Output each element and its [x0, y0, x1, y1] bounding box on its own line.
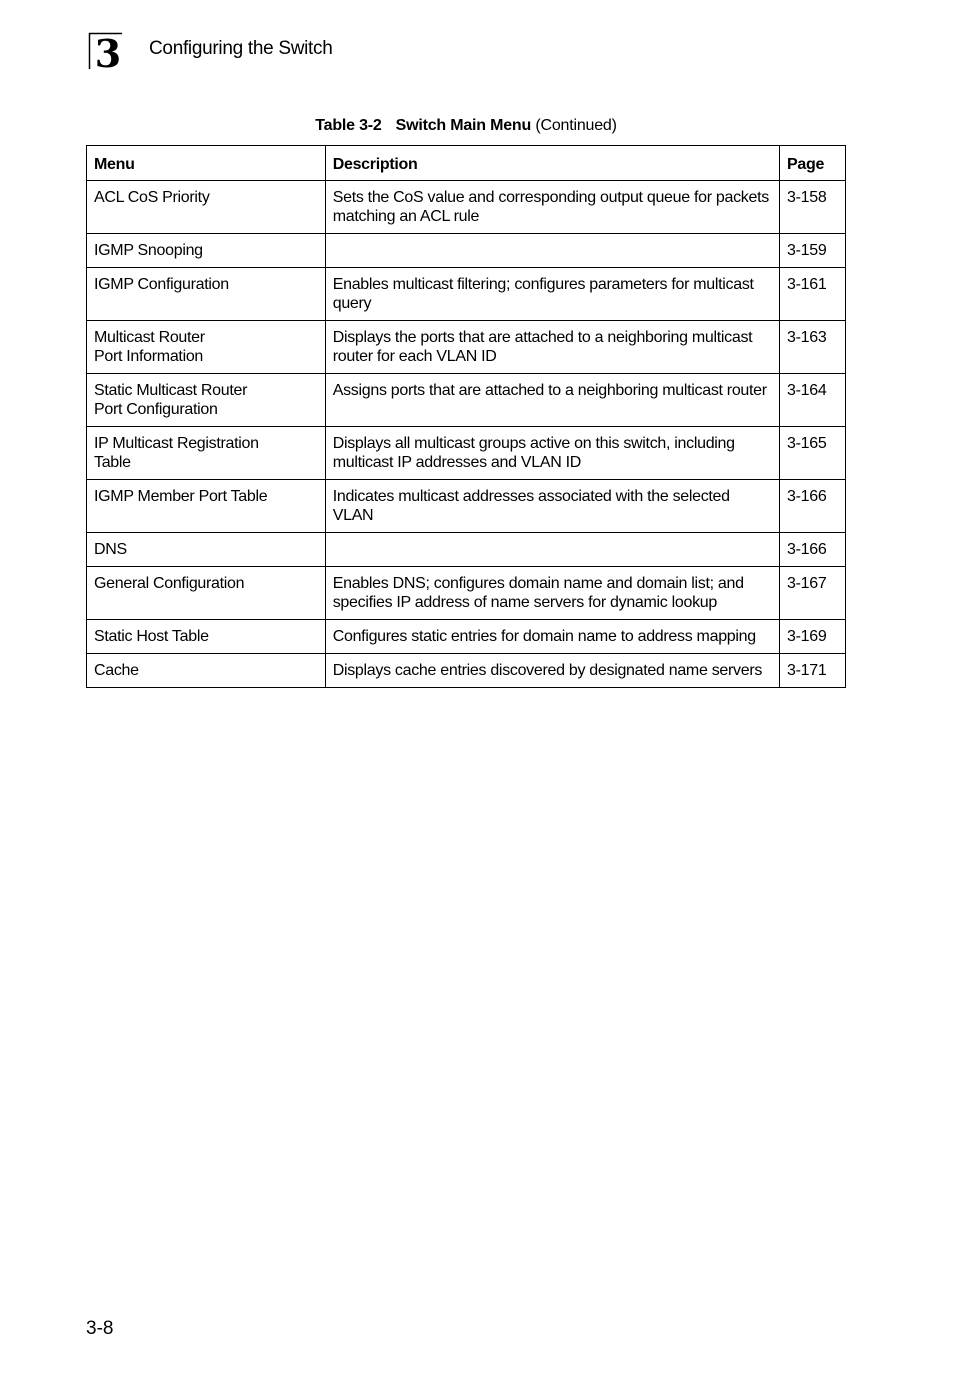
- menu-cell: [87, 654, 326, 688]
- table-row: [87, 268, 846, 321]
- menu-label: Table: [94, 454, 131, 471]
- column-header-description: Description: [325, 146, 779, 181]
- menu-label: Port Information: [94, 348, 204, 365]
- menu-label: Cache: [94, 662, 139, 679]
- page-number: 3-8: [86, 1318, 114, 1339]
- menu-label: Static Multicast Router: [94, 382, 248, 399]
- description-cell: [325, 234, 779, 268]
- menu-label: IGMP Configuration: [94, 276, 229, 293]
- page-cell: 3-169: [780, 620, 846, 654]
- description-cell: Enables DNS; configures domain name and domain list; and specifies IP address of name servers for dynamic lookup: [325, 567, 779, 620]
- table-row: [87, 533, 846, 567]
- menu-label: Multicast Router: [94, 329, 205, 346]
- menu-cell: [87, 268, 326, 321]
- menu-cell: [87, 181, 326, 234]
- table-row: [87, 620, 846, 654]
- table-number: Table 3-2: [315, 117, 382, 134]
- page-cell: 3-163: [780, 321, 846, 374]
- chapter-number-badge: [88, 32, 128, 70]
- table-caption: [86, 117, 846, 135]
- description-cell: Displays all multicast groups active on this switch, including multicast IP addresses and VLAN ID: [325, 427, 779, 480]
- menu-label: IP Multicast Registration: [94, 435, 259, 452]
- menu-label: IGMP Snooping: [94, 242, 203, 259]
- menu-cell: [87, 480, 326, 533]
- running-head: Configuring the Switch: [149, 38, 333, 59]
- table-row: [87, 654, 846, 688]
- table-row: [87, 181, 846, 234]
- description-cell: Enables multicast filtering; configures parameters for multicast query: [325, 268, 779, 321]
- menu-label: DNS: [94, 541, 127, 558]
- column-header-menu: Menu: [87, 146, 326, 181]
- table-row: [87, 480, 846, 533]
- page-cell: 3-159: [780, 234, 846, 268]
- menu-cell: [87, 620, 326, 654]
- menu-cell: [87, 533, 326, 567]
- description-cell: Displays cache entries discovered by designated name servers: [325, 654, 779, 688]
- menu-label: Static Host Table: [94, 628, 209, 645]
- description-cell: Indicates multicast addresses associated with the selected VLAN: [325, 480, 779, 533]
- menu-cell: [87, 427, 326, 480]
- page-cell: 3-171: [780, 654, 846, 688]
- table-row: [87, 567, 846, 620]
- menu-label: Port Configuration: [94, 401, 218, 418]
- description-cell: Assigns ports that are attached to a neighboring multicast router: [325, 374, 779, 427]
- description-cell: Sets the CoS value and corresponding output queue for packets matching an ACL rule: [325, 181, 779, 234]
- menu-cell: [87, 567, 326, 620]
- switch-main-menu-table: [86, 145, 846, 688]
- table-row: [87, 374, 846, 427]
- menu-cell: [87, 374, 326, 427]
- table-caption-suffix: (Continued): [535, 117, 617, 134]
- table-body: [87, 181, 846, 688]
- table-row: [87, 234, 846, 268]
- description-cell: Displays the ports that are attached to a neighboring multicast router for each VLAN ID: [325, 321, 779, 374]
- page-cell: 3-167: [780, 567, 846, 620]
- menu-cell: [87, 321, 326, 374]
- description-cell: [325, 533, 779, 567]
- page-cell: 3-166: [780, 480, 846, 533]
- page-cell: 3-158: [780, 181, 846, 234]
- chapter-number: 3: [94, 32, 122, 70]
- menu-cell: [87, 234, 326, 268]
- column-header-page: Page: [780, 146, 846, 181]
- page-cell: 3-165: [780, 427, 846, 480]
- table-header-row: [87, 146, 846, 181]
- page-cell: 3-164: [780, 374, 846, 427]
- table-title: Switch Main Menu: [395, 117, 532, 134]
- table-row: [87, 427, 846, 480]
- description-cell: Configures static entries for domain name to address mapping: [325, 620, 779, 654]
- chapter-number-icon: [88, 32, 128, 70]
- menu-label: ACL CoS Priority: [94, 189, 210, 206]
- menu-label: General Configuration: [94, 575, 245, 592]
- menu-label: IGMP Member Port Table: [94, 488, 268, 505]
- page-cell: 3-161: [780, 268, 846, 321]
- page-cell: 3-166: [780, 533, 846, 567]
- table-row: [87, 321, 846, 374]
